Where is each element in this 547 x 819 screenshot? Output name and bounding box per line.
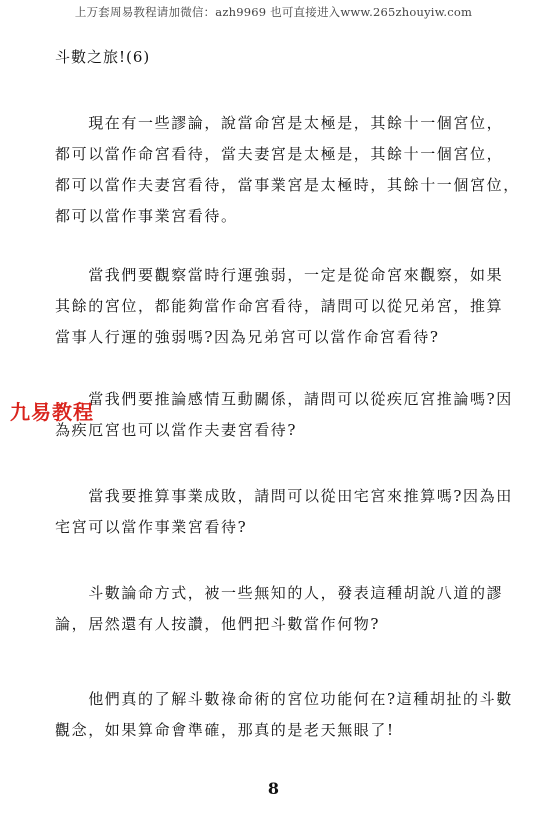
paragraph-2: [55, 260, 504, 353]
text-line: 現在有一些謬論，說當命宮是太極是，其餘十一個宮位，: [55, 114, 504, 132]
text-line: 其餘的宮位，都能夠當作命宮看待，請問可以從兄弟宮，推算: [55, 297, 504, 315]
watermark-logo: 九易教程: [10, 400, 94, 424]
text-line: 斗數論命方式，被一些無知的人，發表這種胡說八道的謬: [55, 584, 504, 602]
text-line: 他們真的了解斗數祿命術的宮位功能何在?這種胡扯的斗數: [55, 690, 513, 708]
paragraph-4: [55, 481, 513, 543]
page-number: 8: [267, 779, 280, 798]
text-line: 論，居然還有人按讚，他們把斗數當作何物?: [55, 615, 381, 633]
paragraph-3: [55, 384, 513, 446]
text-line: 當我們要觀察當時行運強弱，一定是從命宮來觀察，如果: [55, 266, 504, 284]
text-line: 都可以當作夫妻宮看待，當事業宮是太極時，其餘十一個宮位，: [55, 176, 520, 194]
paragraph-1: [55, 108, 520, 232]
text-line: 當事人行運的強弱嗎?因為兄弟宮可以當作命宮看待?: [55, 328, 440, 346]
text-line: 當我要推算事業成敗，請問可以從田宅宮來推算嗎?因為田: [55, 487, 513, 505]
text-line: 觀念，如果算命會準確，那真的是老天無眼了!: [55, 721, 395, 739]
text-line: 都可以當作命宮看待，當夫妻宮是太極是，其餘十一個宮位，: [55, 145, 504, 163]
text-line: 為疾厄宮也可以當作夫妻宮看待?: [55, 421, 298, 439]
text-line: 都可以當作事業宮看待。: [55, 207, 238, 225]
article-title: 斗數之旅!(6): [55, 48, 151, 66]
text-line: 宅宮可以當作事業宮看待?: [55, 518, 248, 536]
paragraph-5: [55, 578, 504, 640]
paragraph-6: [55, 684, 513, 746]
page-header: 上万套周易教程请加微信：azh9969 也可直接进入www.265zhouyiw.com: [74, 5, 473, 19]
text-line: 當我們要推論感情互動關係，請問可以從疾厄宮推論嗎?因: [55, 390, 513, 408]
